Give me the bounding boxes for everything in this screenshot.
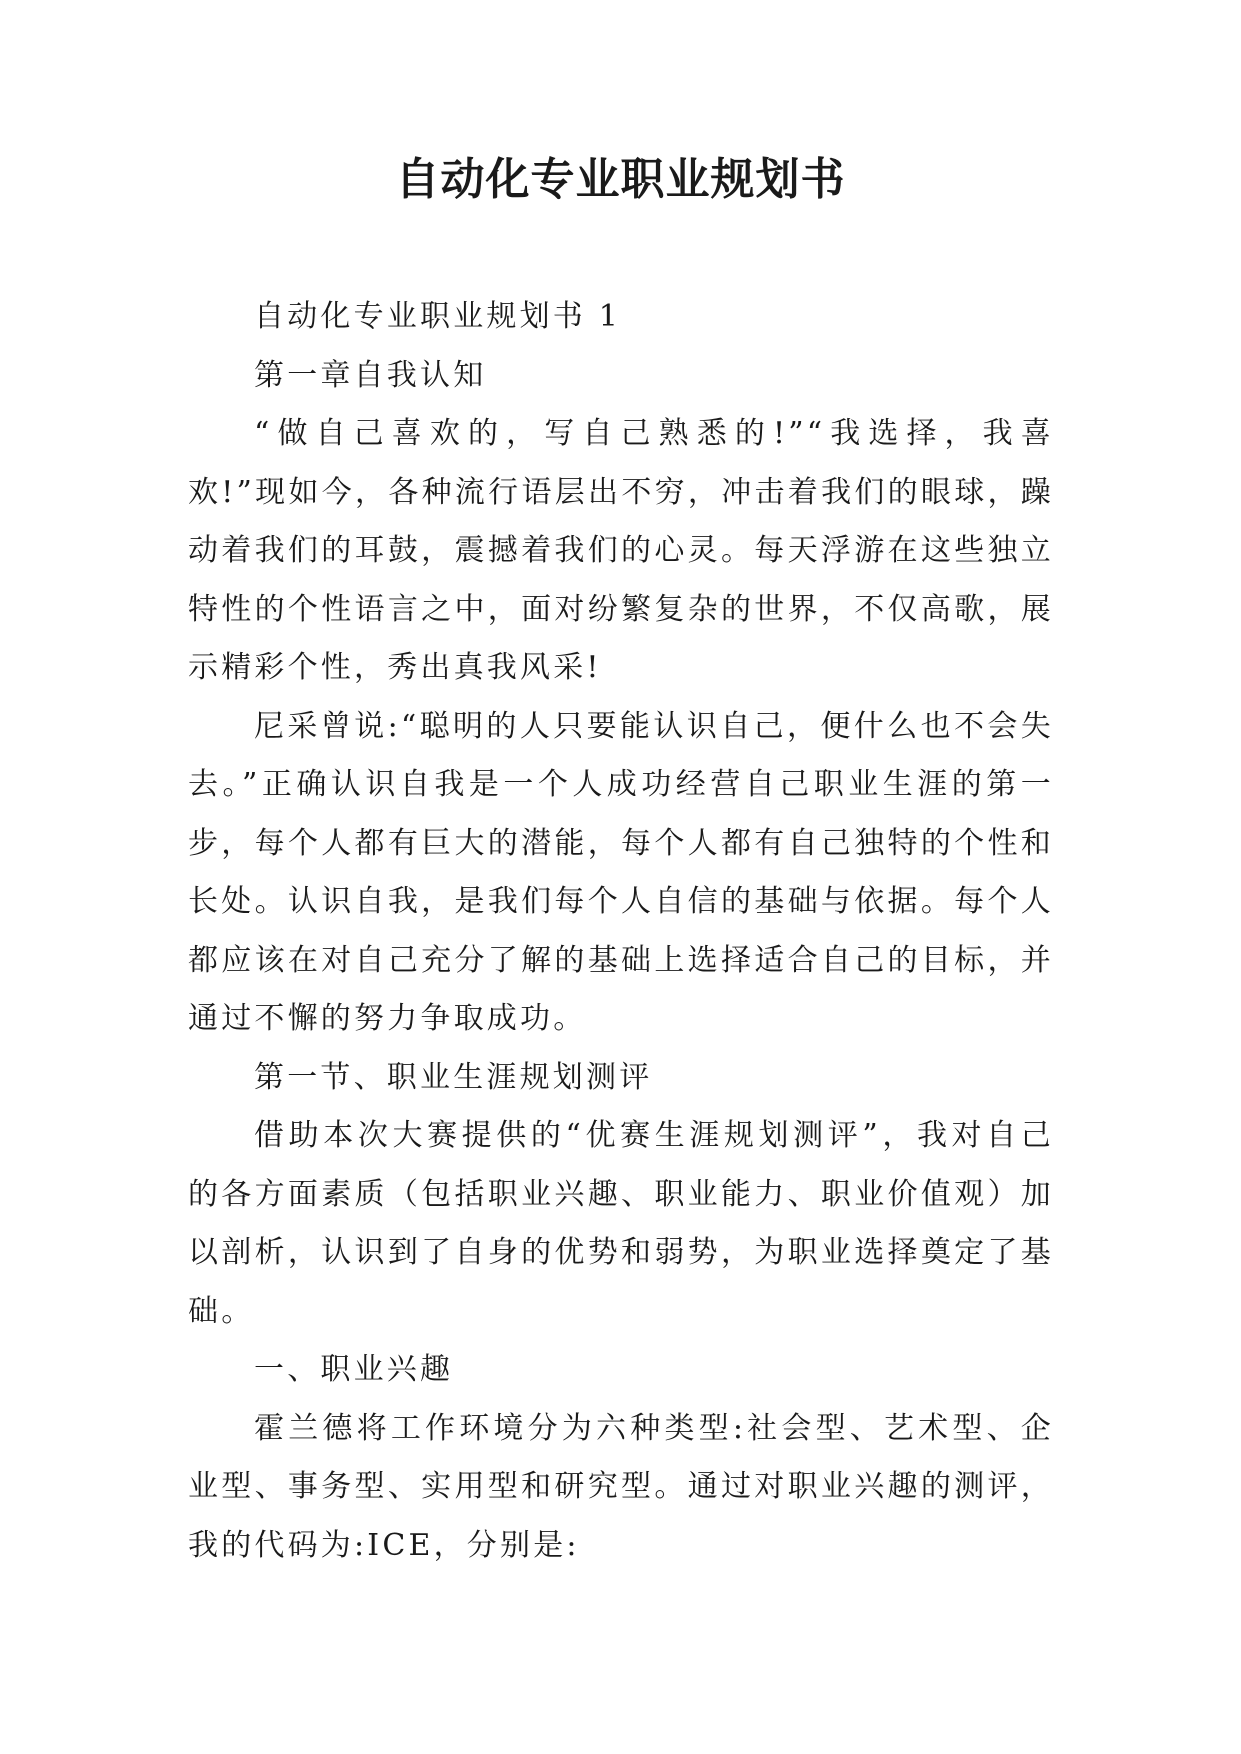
- paragraph: “做自己喜欢的，写自己熟悉的!”“我选择，我喜欢!”现如今，各种流行语层出不穷，冲击着我们的眼球，躁动着我们的耳鼓，震撼着我们的心灵。每天浮游在这些独立特性的个性语言之中，面对纷繁复杂的世界，不仅高歌，展示精彩个性，秀出真我风采!: [188, 416, 1054, 685]
- chapter-heading: 第一章自我认知: [254, 357, 487, 393]
- section-heading: 第一节、职业生涯规划测评: [254, 1059, 653, 1095]
- section-title: 自动化专业职业规划书 1: [254, 299, 622, 334]
- document-title: 自动化专业职业规划书: [395, 154, 846, 205]
- paragraph: 尼采曾说:“聪明的人只要能认识自己，便什么也不会失去。”正确认识自我是一个人成功经营自己职业生涯的第一步，每个人都有巨大的潜能，每个人都有自己独特的个性和长处。认识自我，是我们每个人自信的基础与依据。每个人都应该在对自己充分了解的基础上选择适合自己的目标，并通过不懈的努力争取成功。: [188, 708, 1054, 1036]
- document-body: [188, 288, 1054, 1575]
- subsection-heading: 一、职业兴趣: [254, 1352, 454, 1387]
- paragraph: 霍兰德将工作环境分为六种类型:社会型、艺术型、企业型、事务型、实用型和研究型。通过对职业兴趣的测评，我的代码为:ICE，分别是:: [188, 1410, 1054, 1563]
- paragraph: 借助本次大赛提供的“优赛生涯规划测评”，我对自己的各方面素质（包括职业兴趣、职业能力、职业价值观）加以剖析，认识到了自身的优势和弱势，为职业选择奠定了基础。: [188, 1118, 1054, 1329]
